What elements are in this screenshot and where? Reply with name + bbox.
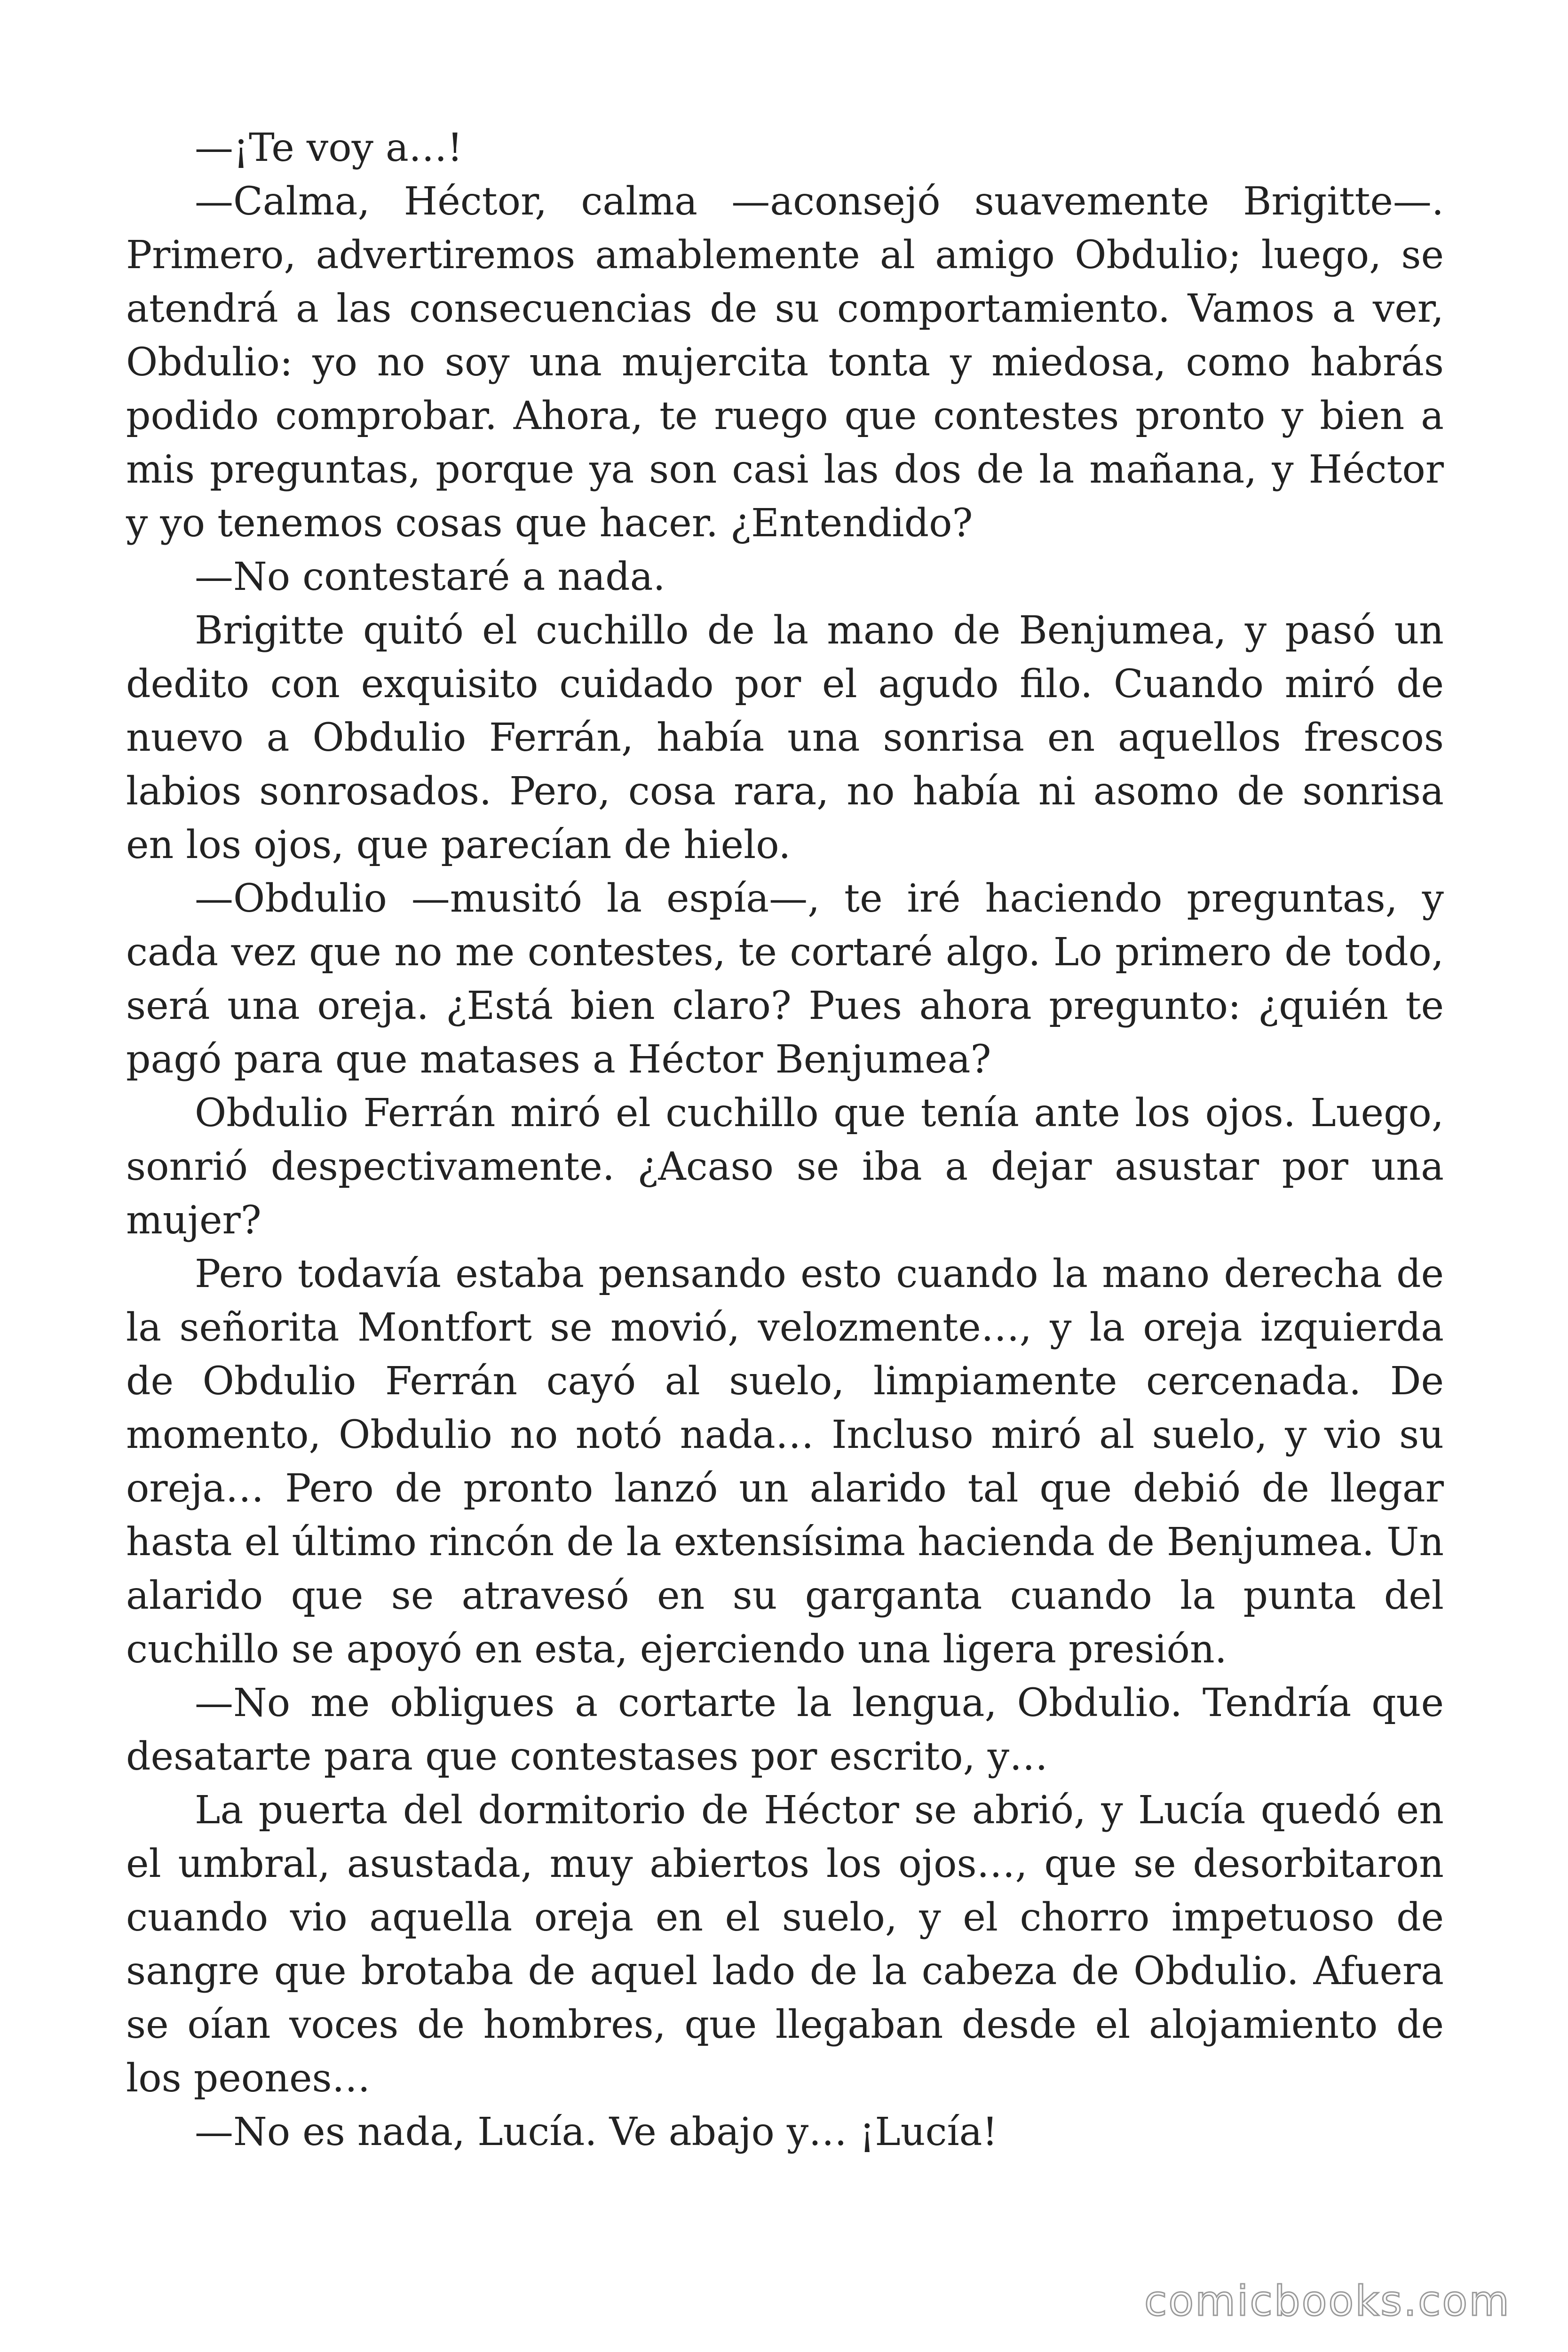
watermark: comicbooks.com [1144,2277,1511,2325]
paragraph-10: —No es nada, Lucía. Ve abajo y… ¡Lucía! [195,2110,998,2154]
paragraph-4: Brigitte quitó el cuchillo de la mano de Benjumea, y pasó un dedito con exquisito cuidado por el agudo filo. Cuando miró de nuevo a Obdulio Ferrán, había una sonrisa en aquellos frescos labios sonrosados. Pero, cosa rara, no había ni asomo de sonrisa en los ojos, que parecían de hielo. [126,608,1444,867]
paragraph-2: —Calma, Héctor, calma —aconsejó suavemente Brigitte—. Primero, advertiremos amablemente al amigo Obdulio; luego, se atendrá a las consecuencias de su comportamiento. Vamos a ver, Obdulio: yo no soy una mujercita tonta y miedosa, como habrás podido comprobar. Ahora, te ruego que contestes pronto y bien a mis preguntas, porque ya son casi las dos de la mañana, y Héctor y yo tenemos cosas que hacer. ¿Entendido? [126,179,1444,546]
paragraph-3: —No contestaré a nada. [195,555,665,599]
paragraph-1: —¡Te voy a…! [195,126,463,170]
paragraph-8: —No me obligues a cortarte la lengua, Obdulio. Tendría que desatarte para que contestases por escrito, y… [126,1681,1444,1779]
paragraph-5: —Obdulio —musitó la espía—, te iré haciendo preguntas, y cada vez que no me contestes, te cortaré algo. Lo primero de todo, será una oreja. ¿Está bien claro? Pues ahora pregunto: ¿quién te pagó para que matases a Héctor Benjumea? [126,876,1444,1082]
book-page [126,121,1444,2238]
paragraph-7: Pero todavía estaba pensando esto cuando la mano derecha de la señorita Montfort se movió, velozmente…, y la oreja izquierda de Obdulio Ferrán cayó al suelo, limpiamente cercenada. De momento, Obdulio no notó nada… Incluso miró al suelo, y vio su oreja… Pero de pronto lanzó un alarido tal que debió de llegar hasta el último rincón de la extensísima hacienda de Benjumea. Un alarido que se atravesó en su garganta cuando la punta del cuchillo se apoyó en esta, ejerciendo una ligera presión. [126,1252,1444,1672]
paragraph-6: Obdulio Ferrán miró el cuchillo que tenía ante los ojos. Luego, sonrió despectivamente. ¿Acaso se iba a dejar asustar por una mujer? [126,1091,1444,1243]
paragraph-9: La puerta del dormitorio de Héctor se abrió, y Lucía quedó en el umbral, asustada, muy abiertos los ojos…, que se desorbitaron cuando vio aquella oreja en el suelo, y el chorro impetuoso de sangre que brotaba de aquel lado de la cabeza de Obdulio. Afuera se oían voces de hombres, que llegaban desde el alojamiento de los peones… [126,1788,1444,2101]
